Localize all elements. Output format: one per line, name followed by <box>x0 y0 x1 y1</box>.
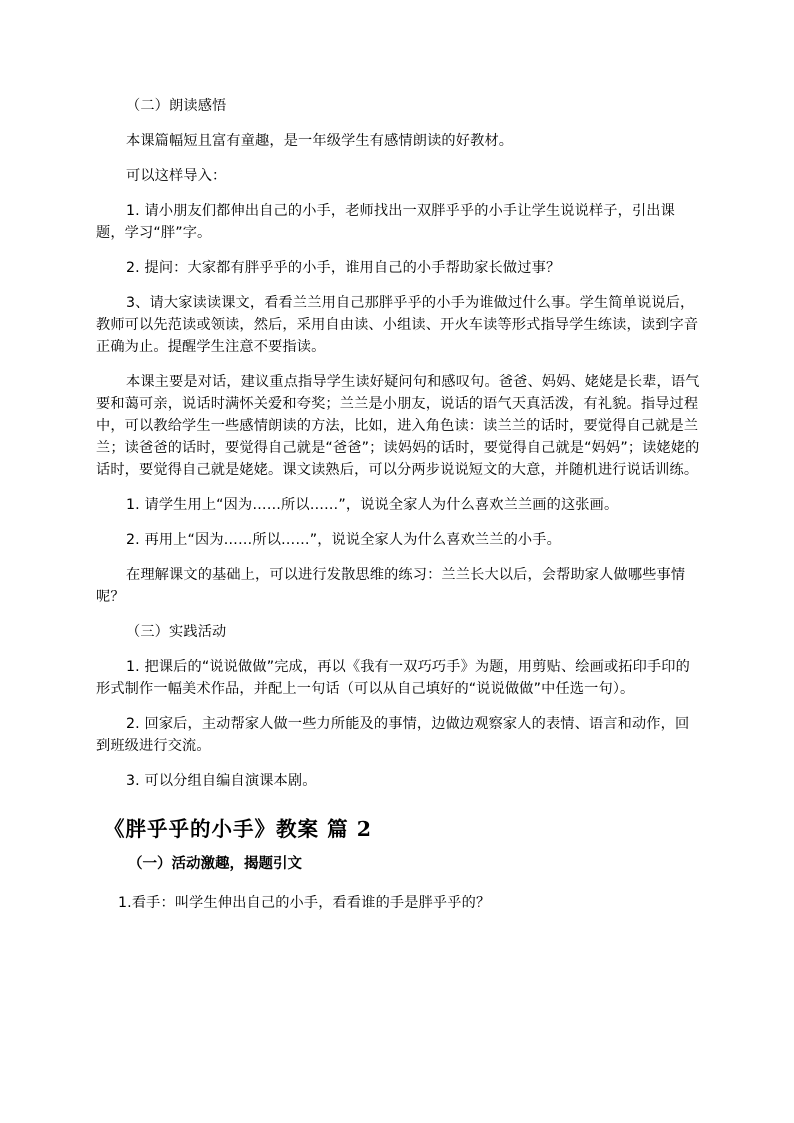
section-heading-practice: （三）实践活动 <box>126 624 227 640</box>
paragraph: 3. 可以分组自编自演课本剧。 <box>126 773 317 789</box>
lesson-subheading: （一）活动激趣，揭题引文 <box>128 856 302 872</box>
paragraph: 1.看手：叫学生伸出自己的小手，看看谁的手是胖乎乎的？ <box>118 895 491 911</box>
paragraph: 在理解课文的基础上，可以进行发散思维的练习：兰兰长大以后，会帮助家人做哪些事情呢？ <box>96 567 686 605</box>
paragraph: 2. 再用上“因为……所以……”，说说全家人为什么喜欢兰兰的小手。 <box>126 532 561 548</box>
paragraph: 本课篇幅短且富有童趣，是一年级学生有感情朗读的好教材。 <box>126 133 514 149</box>
document-body <box>96 95 700 914</box>
paragraph: 2. 提问：大家都有胖乎乎的小手，谁用自己的小手帮助家长做过事？ <box>126 260 561 276</box>
paragraph: 3、请大家读读课文，看看兰兰用自己那胖乎乎的小手为谁做过什么事。学生简单说说后，教师可以先范读或领读，然后，采用自由读、小组读、开火车读等形式指导学生练读，读到字音正确为止。提醒学生注意不要指读。 <box>96 295 699 355</box>
paragraph: 本课主要是对话，建议重点指导学生读好疑问句和感叹句。爸爸、妈妈、姥姥是长辈，语气要和蔼可亲，说话时满怀关爱和夸奖；兰兰是小朋友，说话的语气天真活泼，有礼貌。指导过程中，可以教给学生一些感情朗读的方法，比如，进入角色读：读兰兰的话时，要觉得自己就是兰兰；读爸爸的话时，要觉得自己就是“爸爸”；读妈妈的话时，要觉得自己就是“妈妈”；读姥姥的话时，要觉得自己就是姥姥。课文读熟后，可以分两步说说短文的大意，并随机进行说话训练。 <box>96 374 700 478</box>
section-heading-reading: （二）朗读感悟 <box>126 98 227 114</box>
paragraph: 1. 请学生用上“因为……所以……”，说说全家人为什么喜欢兰兰画的这张画。 <box>126 497 619 513</box>
paragraph: 1. 把课后的“说说做做”完成，再以《我有一双巧巧手》为题，用剪贴、绘画或拓印手印的形式制作一幅美术作品，并配上一句话（可以从自己填好的“说说做做”中任选一句）。 <box>96 659 690 697</box>
lesson-title: 《胖乎乎的小手》教案 篇 2 <box>104 817 373 841</box>
paragraph: 可以这样导入： <box>126 168 227 184</box>
paragraph: 2. 回家后，主动帮家人做一些力所能及的事情，边做边观察家人的表情、语言和动作，回到班级进行交流。 <box>96 716 690 754</box>
paragraph: 1. 请小朋友们都伸出自己的小手，老师找出一双胖乎乎的小手让学生说说样子，引出课题，学习“胖”字。 <box>96 203 675 241</box>
